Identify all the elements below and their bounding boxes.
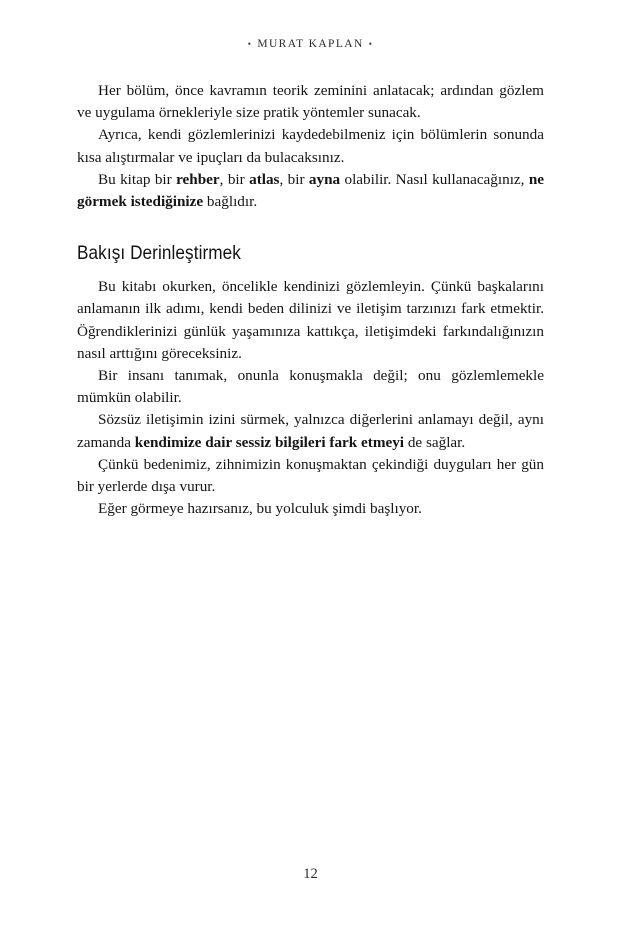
emphasis-run: ne görmek istediğinize	[77, 170, 545, 211]
text-column	[77, 80, 544, 520]
ornament-bullet-left: •	[247, 39, 253, 50]
paragraph: Bir insanı tanımak, onunla konuşmakla değil; onu gözlemlemekle mümkün olabilir.	[77, 367, 544, 407]
ornament-bullet-right: •	[368, 39, 374, 50]
section-heading: Bakışı Derinleştirmek	[77, 242, 241, 265]
page-number: 12	[303, 866, 318, 882]
text-run: de sağlar.	[404, 433, 466, 451]
paragraph	[77, 409, 544, 453]
paragraph: Çünkü bedenimiz, zihnimizin konuşmaktan çekindiği duyguları her gün bir yerlerde dışa vurur.	[77, 455, 544, 496]
paragraph: Her bölüm, önce kavramın teorik zeminini anlatacak; ardından gözlem ve uygulama örnekleriyle size pratik yöntemler sunacak.	[77, 82, 544, 122]
text-run: Sözsüz iletişimin izini sürmek, yalnızca diğerlerini anlamayı değil, aynı zamanda	[77, 411, 544, 451]
text-run: bağlıdır.	[203, 193, 258, 211]
paragraph: Bu kitabı okurken, öncelikle kendinizi gözlemleyin. Çünkü başkalarını anlamanın ilk adımı, kendi beden dilinizi ve iletişim tarzınızı fark etmektir. Öğrendiklerinizi günlük yaşamınıza kattıkça, iletişimdeki farkındalığınızın nasıl arttığını göreceksiniz.	[77, 278, 544, 362]
running-head	[0, 38, 621, 50]
paragraph: Ayrıca, kendi gözlemlerinizi kaydedebilmeniz için bölümlerin sonunda kısa alıştırmalar ve ipuçları da bulacaksınız.	[77, 126, 544, 166]
running-head-title: MURAT KAPLAN	[257, 38, 364, 50]
text-run: olabilir. Nasıl kullanacağınız,	[340, 170, 529, 188]
paragraph	[77, 169, 544, 213]
emphasis-run: rehber	[176, 170, 220, 188]
emphasis-run: ayna	[308, 170, 341, 188]
text-run: , bir	[279, 170, 309, 188]
paragraph: Eğer görmeye hazırsanız, bu yolculuk şimdi başlıyor.	[98, 500, 422, 518]
text-run: , bir	[219, 170, 250, 188]
text-run: Bu kitap bir	[98, 170, 177, 188]
emphasis-run: atlas	[249, 170, 280, 188]
emphasis-run: kendimize dair sessiz bilgileri fark etmeyi	[134, 433, 405, 451]
